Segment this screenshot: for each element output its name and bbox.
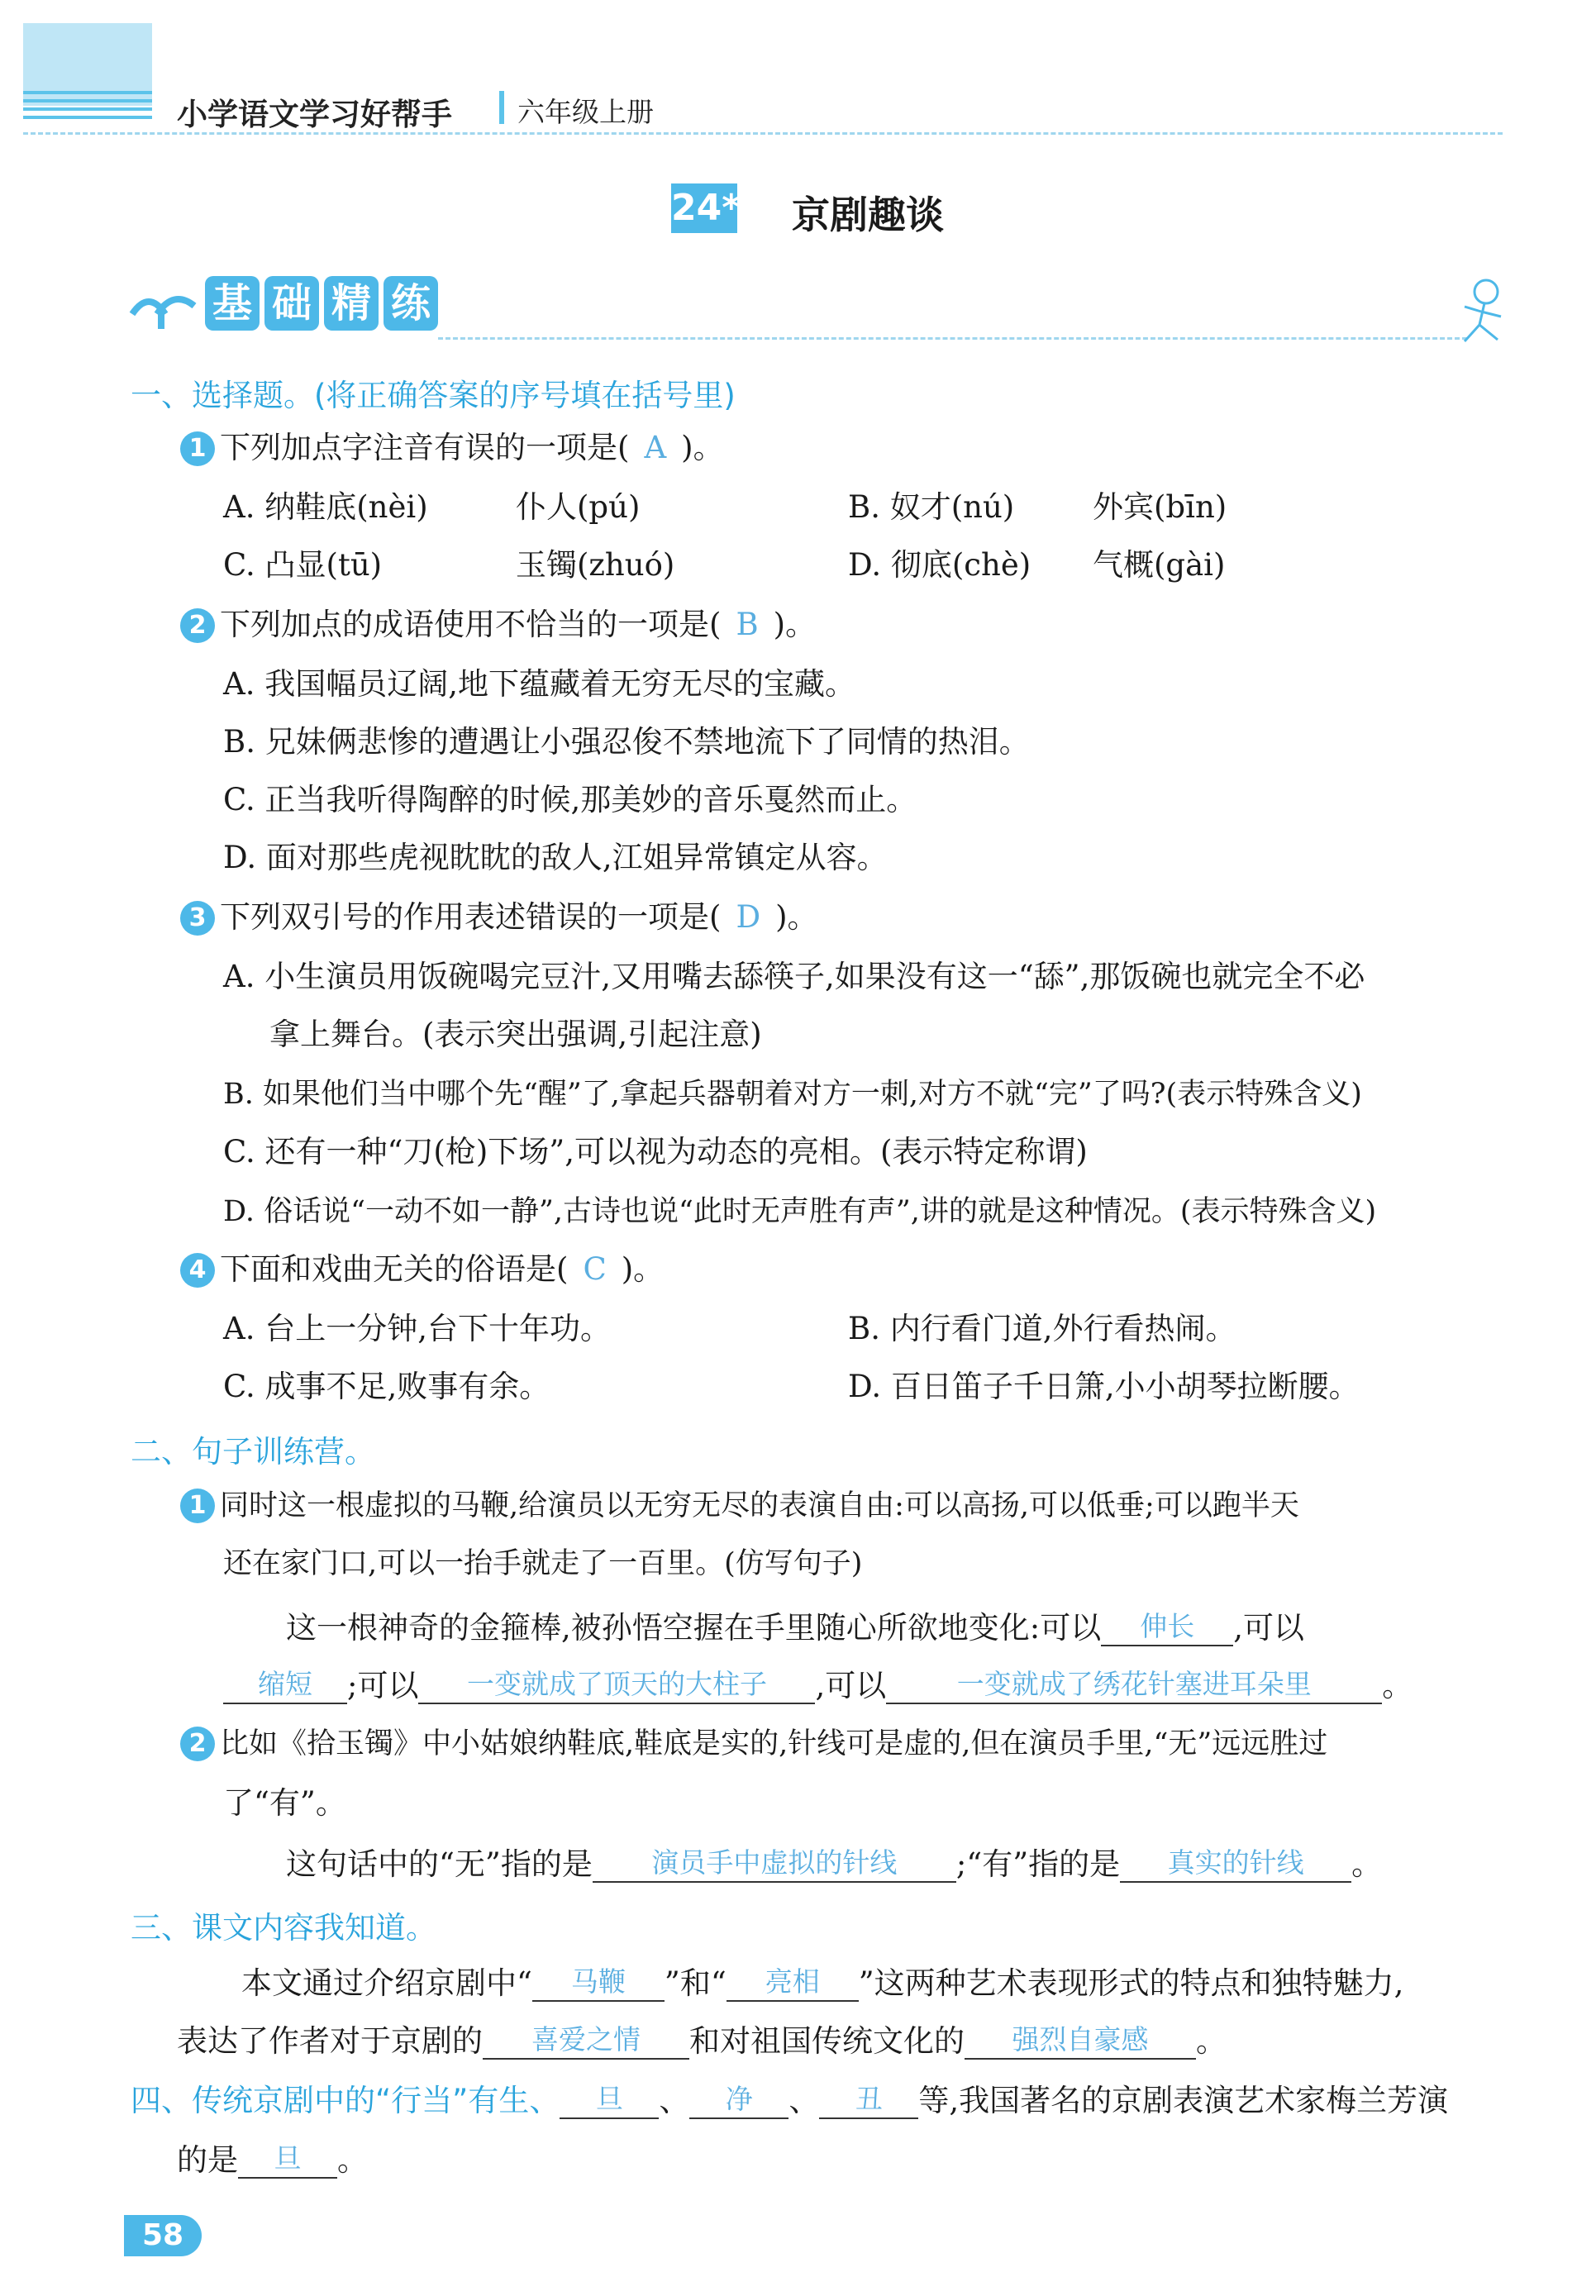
option: A. 小生演员用饭碗喝完豆汁,又用嘴去舔筷子,如果没有这一“舔”,那饭碗也就完全不必: [223, 959, 1365, 994]
banner-char: 础: [264, 276, 319, 331]
answer-blank: 一变就成了绣花针塞进耳朵里: [886, 1666, 1382, 1704]
question-2: [180, 607, 816, 643]
answer-blank: 真实的针线: [1120, 1845, 1351, 1883]
fill-line: [286, 1608, 1304, 1646]
question-text: 和对祖国传统文化的: [689, 2023, 965, 2059]
question-number: 3: [180, 901, 215, 936]
question-text: 四、传统京剧中的“行当”有生、: [131, 2083, 560, 2118]
question-text: 表达了作者对于京剧的: [177, 2023, 483, 2059]
option: A. 我国幅员辽阔,地下蕴藏着无穷无尽的宝藏。: [223, 666, 856, 702]
option: C. 正当我听得陶醉的时候,那美妙的音乐戛然而止。: [223, 782, 917, 817]
option: A. 纳鞋底(nèi): [223, 489, 428, 525]
grade-label: 六年级上册: [517, 96, 654, 128]
option: C. 凸显(tū): [223, 547, 383, 583]
banner-char: 基: [205, 276, 260, 331]
question-stem-end: )。: [775, 899, 818, 935]
answer: C: [583, 1251, 607, 1287]
question-text: ,可以: [815, 1668, 887, 1703]
option-continuation: 拿上舞台。(表示突出强调,引起注意): [269, 1017, 762, 1052]
question-text: ”和“: [664, 1965, 727, 2001]
header-stripe: [23, 107, 152, 111]
answer: D: [736, 899, 761, 935]
question-stem: 下列加点的成语使用不恰当的一项是(: [220, 607, 722, 642]
option: D. 面对那些虎视眈眈的敌人,江姐异常镇定从容。: [223, 840, 888, 875]
option: B. 如果他们当中哪个先“醒”了,拿起兵器朝着对方一刺,对方不就“完”了吗?(表示特殊含义): [223, 1078, 1362, 1111]
separator: 、: [659, 2083, 690, 2118]
question-stem: 下面和戏曲无关的俗语是(: [220, 1251, 569, 1287]
section-2-title: 二、句子训练营。: [131, 1434, 375, 1470]
question-number: 4: [180, 1253, 215, 1288]
sentence-question-2: [180, 1726, 1327, 1762]
fill-line: [177, 2022, 1227, 2060]
option: C. 成事不足,败事有余。: [223, 1369, 550, 1404]
lesson-number-badge: 24*: [671, 183, 737, 233]
answer-blank: 缩短: [223, 1666, 347, 1704]
answer-blank: 演员手中虚拟的针线: [593, 1845, 956, 1883]
question-stem: 下列加点字注音有误的一项是(: [220, 430, 630, 465]
option: D. 俗话说“一动不如一静”,古诗也说“此时无声胜有声”,讲的就是这种情况。(表示特殊含义): [223, 1195, 1377, 1228]
fill-line: [286, 1845, 1382, 1883]
question-text: 。: [337, 2142, 368, 2178]
fill-line: [223, 1666, 1413, 1704]
option: 外宾(bīn): [1093, 489, 1227, 525]
section-banner: [205, 276, 443, 331]
header-stripe: [23, 91, 152, 94]
question-text: 等,我国著名的京剧表演艺术家梅兰芳演: [918, 2083, 1449, 2118]
answer: B: [736, 607, 759, 642]
question-text: ”这两种艺术表现形式的特点和独特魅力,: [858, 1965, 1404, 2001]
option: A. 台上一分钟,台下十年功。: [223, 1311, 612, 1346]
banner-dashed-line: [438, 337, 1467, 340]
question-number: 2: [180, 608, 215, 643]
question-stem-end: )。: [621, 1251, 665, 1287]
question-text: 了“有”。: [223, 1785, 346, 1821]
question-text: 的是: [177, 2142, 238, 2178]
option: B. 兄妹俩悲惨的遭遇让小强忍俊不禁地流下了同情的热泪。: [223, 724, 1030, 760]
answer-blank: 亮相: [727, 1964, 859, 2002]
question-text: 比如《拾玉镯》中小姑娘纳鞋底,鞋底是实的,针线可是虚的,但在演员手里,“无”远远胜过: [220, 1727, 1328, 1760]
page-number: 58: [124, 2215, 202, 2256]
option: D. 彻底(chè): [848, 547, 1031, 583]
question-text: 。: [1351, 1846, 1383, 1882]
section-1-title: 一、选择题。(将正确答案的序号填在括号里): [131, 378, 736, 413]
book-title: 小学语文学习好帮手: [177, 97, 452, 132]
question-stem-end: )。: [773, 607, 817, 642]
lesson-title: 京剧趣谈: [792, 193, 944, 237]
answer-blank: 强烈自豪感: [965, 2022, 1196, 2060]
question-text: 本文通过介绍京剧中“: [241, 1965, 532, 2001]
fill-line: [241, 1964, 1403, 2002]
answer-blank: 喜爱之情: [483, 2022, 689, 2060]
running-figure-icon: [1455, 277, 1513, 347]
question-text: 还在家门口,可以一抬手就走了一百里。(仿写句子): [223, 1547, 863, 1580]
question-text: 这句话中的“无”指的是: [286, 1846, 593, 1882]
option: C. 还有一种“刀(枪)下场”,可以视为动态的亮相。(表示特定称谓): [223, 1134, 1088, 1169]
option: 气概(gài): [1093, 547, 1226, 583]
option: 仆人(pú): [516, 489, 641, 525]
question-stem: 下列双引号的作用表述错误的一项是(: [220, 899, 722, 935]
question-text: 。: [1196, 2023, 1227, 2059]
section-3-title: 三、课文内容我知道。: [131, 1910, 436, 1946]
banner-char: 精: [324, 276, 379, 331]
option: B. 内行看门道,外行看热闹。: [848, 1311, 1236, 1346]
question-number: 2: [180, 1727, 215, 1761]
question-1: [180, 430, 724, 466]
section-4-line: [131, 2081, 1448, 2119]
question-stem-end: )。: [681, 430, 724, 465]
separator: 、: [788, 2083, 820, 2118]
question-text: ;可以: [347, 1668, 419, 1703]
sprout-icon: [124, 281, 198, 331]
sentence-question-1: [180, 1488, 1299, 1524]
header-stripe: [23, 99, 152, 102]
question-number: 1: [180, 1489, 215, 1523]
header-stripe: [23, 116, 152, 119]
answer-blank: 丑: [819, 2081, 918, 2119]
answer-blank: 马鞭: [532, 1964, 665, 2002]
option: D. 百日笛子千日箫,小小胡琴拉断腰。: [848, 1369, 1360, 1404]
fill-line: [177, 2141, 368, 2179]
answer-blank: 净: [689, 2081, 788, 2119]
option: 玉镯(zhuó): [516, 547, 675, 583]
option: B. 奴才(nú): [848, 489, 1015, 525]
question-3: [180, 899, 818, 936]
answer-blank: 伸长: [1101, 1608, 1233, 1646]
answer-blank: 旦: [560, 2081, 659, 2119]
question-text: ,可以: [1233, 1610, 1304, 1646]
question-text: ;“有”指的是: [955, 1846, 1121, 1882]
question-text: 。: [1382, 1668, 1413, 1703]
question-4: [180, 1251, 664, 1288]
answer-blank: 一变就成了顶天的大柱子: [418, 1666, 815, 1704]
question-text: 这一根神奇的金箍棒,被孙悟空握在手里随心所欲地变化:可以: [286, 1610, 1102, 1646]
answer: A: [644, 430, 667, 465]
header-dashed-line: [23, 132, 1503, 135]
header-divider: [499, 91, 504, 124]
answer-blank: 旦: [238, 2141, 337, 2179]
question-number: 1: [180, 431, 215, 466]
banner-char: 练: [384, 276, 438, 331]
question-text: 同时这一根虚拟的马鞭,给演员以无穷无尽的表演自由:可以高扬,可以低垂;可以跑半天: [220, 1489, 1299, 1522]
